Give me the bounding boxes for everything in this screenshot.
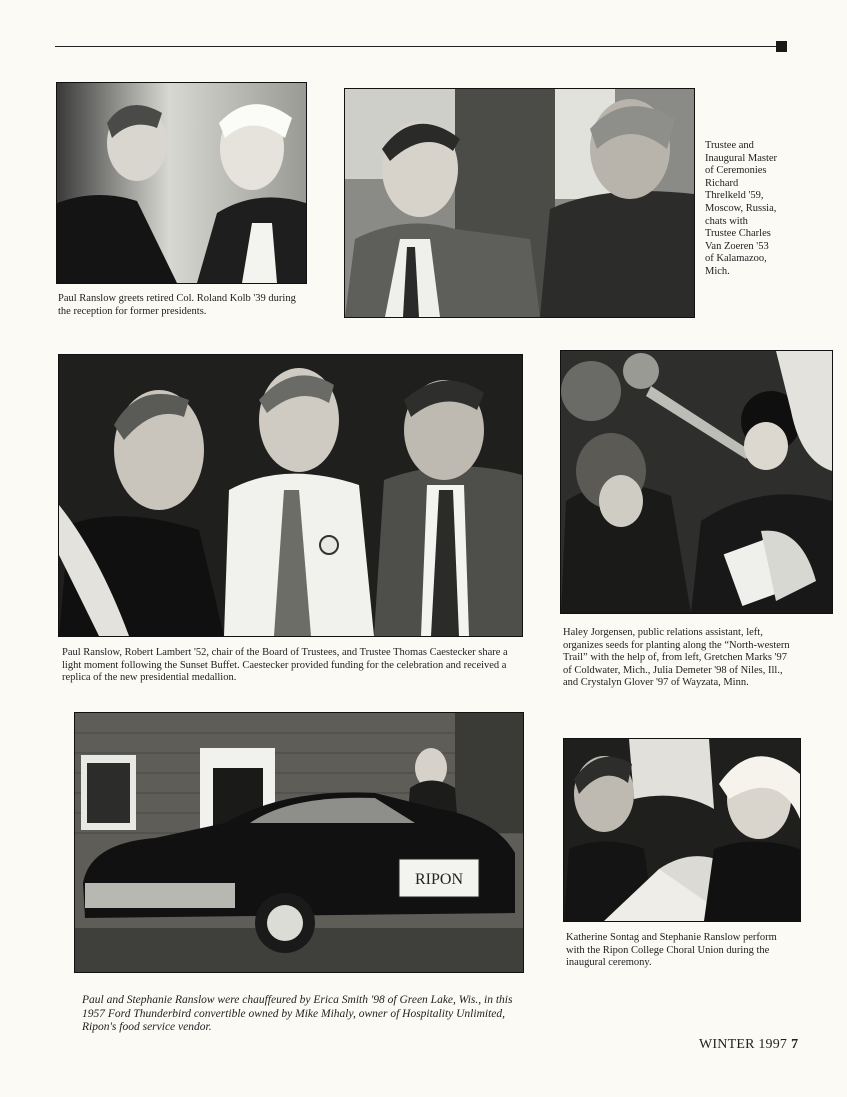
page-footer: [699, 1037, 798, 1053]
top-rule: [55, 46, 777, 47]
page-number: 7: [791, 1037, 799, 1052]
caption-choral: Katherine Sontag and Stephanie Ranslow perform with the Ripon College Choral Union during the inaugural ceremony.: [566, 932, 777, 969]
caption-kolb: Paul Ranslow greets retired Col. Roland Kolb '39 during the reception for former presidents.: [58, 293, 296, 317]
caption-seeds: Haley Jorgensen, public relations assistant, left, organizes seeds for planting along the “North-western Trail” with the help of, from left, Gretchen Marks '97 of Coldwater, Mich., Julia Demeter '98 of Niles, Ill., and Crystalyn Glover '97 of Wayzata, Minn.: [563, 627, 790, 689]
caption-threlkeld: Trustee and Inaugural Master of Ceremonies Richard Threlkeld '59, Moscow, Russia, chats with Trustee Charles Van Zoeren '53 of Kalamazoo, Mich.: [705, 140, 778, 277]
caption-thunderbird: Paul and Stephanie Ranslow were chauffeured by Erica Smith '98 of Green Lake, Wis., in this 1957 Ford Thunderbird convertible owned by Mike Mihaly, owner of Hospitality Unlimited, Ripon's food service vendor.: [82, 994, 513, 1034]
photo-ranslow-kolb: [56, 82, 307, 284]
issue-label: WINTER 1997: [699, 1037, 788, 1052]
caption-buffet: Paul Ranslow, Robert Lambert '52, chair of the Board of Trustees, and Trustee Thomas Caestecker share a light moment following the Sunset Buffet. Caestecker provided funding for the celebration and received a replica of the new presidential medallion.: [62, 647, 508, 684]
photo-thunderbird: [74, 712, 524, 973]
photo-seed-planting: [560, 350, 833, 614]
car-plate-text: RIPON: [414, 871, 464, 888]
photo-threlkeld-van-zoeren: [344, 88, 695, 318]
photo-choral-union: [563, 738, 801, 922]
photo-sunset-buffet-trio: [58, 354, 523, 637]
rule-end-square: [776, 41, 787, 52]
